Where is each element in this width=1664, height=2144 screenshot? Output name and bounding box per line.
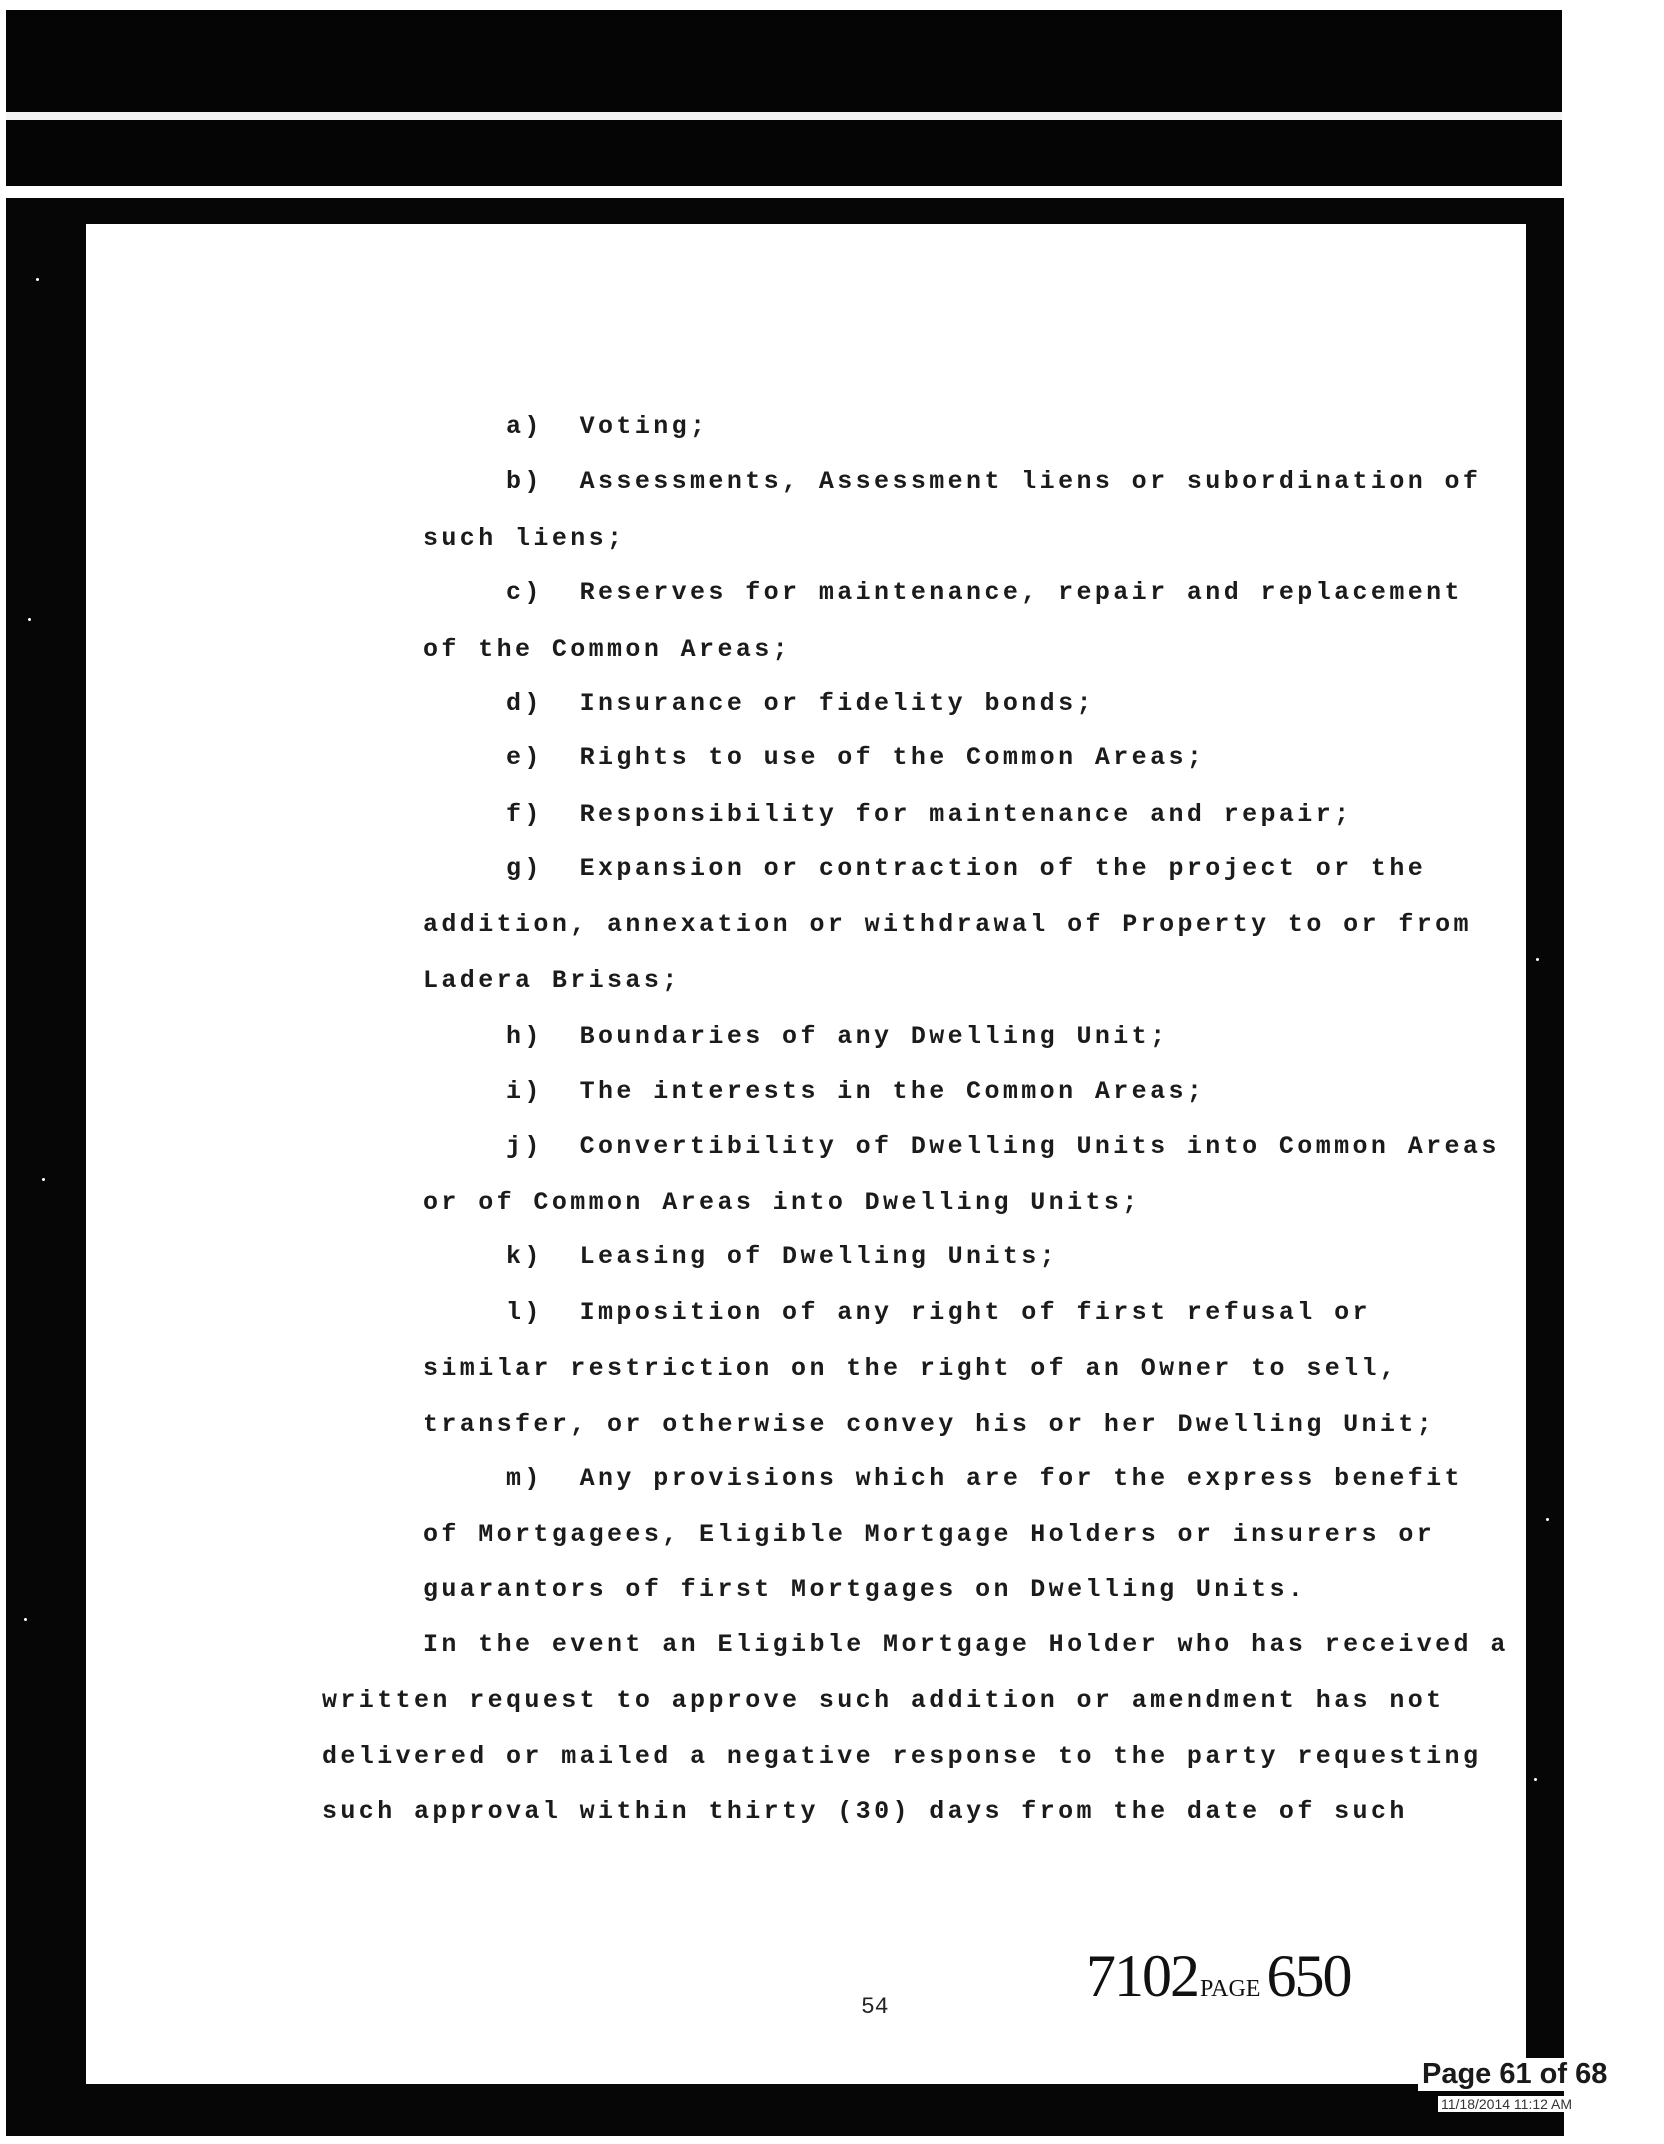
text-line: Ladera Brisas; — [423, 966, 681, 995]
text-line: of the Common Areas; — [423, 635, 792, 664]
text-line: k) Leasing of Dwelling Units; — [506, 1242, 1059, 1271]
page-indicator: Page 61 of 68 — [1418, 2058, 1611, 2091]
text-line: such approval within thirty (30) days from the date of such — [322, 1797, 1408, 1826]
recording-page-label: PAGE — [1200, 1976, 1261, 2002]
text-line: e) Rights to use of the Common Areas; — [506, 743, 1206, 772]
text-line: such liens; — [423, 524, 626, 553]
text-line: delivered or mailed a negative response to the party requesting — [322, 1742, 1482, 1771]
document-page — [86, 224, 1526, 2084]
print-timestamp: 11/18/2014 11:12 AM — [1438, 2096, 1575, 2112]
recording-marker — [1086, 1942, 1350, 2011]
text-line: transfer, or otherwise convey his or her Dwelling Unit; — [423, 1410, 1436, 1439]
text-line: In the event an Eligible Mortgage Holder who has received a — [423, 1630, 1509, 1659]
text-line: i) The interests in the Common Areas; — [506, 1077, 1206, 1106]
text-line: of Mortgagees, Eligible Mortgage Holders or insurers or — [423, 1520, 1436, 1549]
text-line: guarantors of first Mortgages on Dwelling Units. — [423, 1575, 1307, 1604]
text-line: m) Any provisions which are for the express benefit — [506, 1464, 1463, 1493]
text-line: or of Common Areas into Dwelling Units; — [423, 1188, 1141, 1217]
text-line: similar restriction on the right of an Owner to sell, — [423, 1354, 1399, 1383]
text-line: written request to approve such addition or amendment has not — [322, 1686, 1445, 1715]
text-line: f) Responsibility for maintenance and repair; — [506, 800, 1353, 829]
recording-page: 650 — [1266, 1943, 1351, 2009]
recording-book: 7102 — [1086, 1943, 1198, 2009]
text-line: b) Assessments, Assessment liens or subordination of — [506, 467, 1482, 496]
page-number: 54 — [861, 1994, 889, 2020]
scan-band-rule — [6, 112, 1562, 120]
text-line: g) Expansion or contraction of the project or the — [506, 854, 1427, 883]
text-line: c) Reserves for maintenance, repair and replacement — [506, 578, 1463, 607]
scan-top-band — [6, 10, 1562, 186]
text-line: h) Boundaries of any Dwelling Unit; — [506, 1022, 1169, 1051]
text-line: a) Voting; — [506, 412, 709, 441]
text-line: l) Imposition of any right of first refusal or — [506, 1298, 1371, 1327]
text-line: addition, annexation or withdrawal of Property to or from — [423, 910, 1472, 939]
scan-frame — [6, 198, 1564, 2136]
text-line: j) Convertibility of Dwelling Units into Common Areas — [506, 1132, 1500, 1161]
text-line: d) Insurance or fidelity bonds; — [506, 689, 1095, 718]
